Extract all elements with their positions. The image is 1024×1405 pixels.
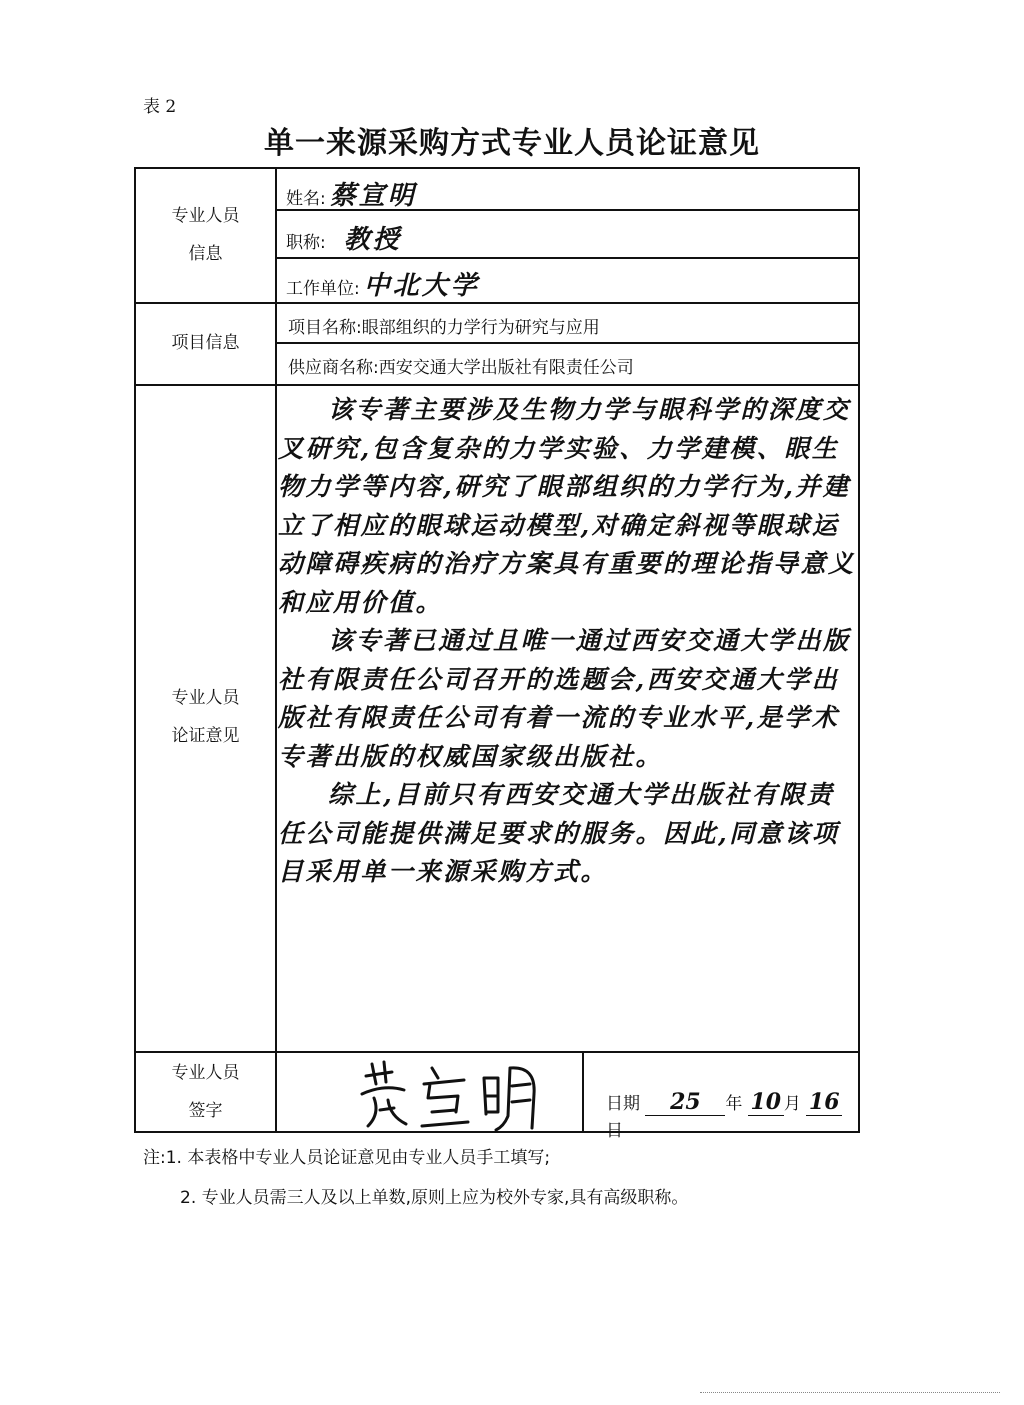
supplier-name: 供应商名称:西安交通大学出版社有限责任公司: [288, 358, 634, 378]
expert-info-label: 专业人员 信息: [171, 206, 240, 264]
column-divider: [275, 169, 277, 1133]
signature-label: 专业人员 签字: [171, 1063, 240, 1121]
date-day: 16: [806, 1089, 842, 1116]
row-divider: [275, 257, 860, 259]
table-label: 表 2: [143, 97, 177, 117]
org-value: 中北大学: [363, 271, 480, 301]
month-unit: 月: [783, 1094, 801, 1114]
project-name: 项目名称:眼部组织的力学行为研究与应用: [288, 318, 600, 338]
year-unit: 年: [725, 1094, 743, 1114]
document-title: 单一来源采购方式专业人员论证意见: [264, 126, 760, 161]
handwritten-signature: [354, 1054, 544, 1134]
section-divider: [136, 1051, 860, 1053]
name-field: [286, 175, 417, 212]
section-divider: [136, 384, 860, 386]
name-label: 姓名:: [286, 189, 326, 209]
org-label: 工作单位:: [286, 279, 360, 299]
opinion-paragraph: 综上,目前只有西安交通大学出版社有限责任公司能提供满足要求的服务。因此,同意该项目采用单一来源采购方式。: [278, 780, 840, 886]
note-1: 注:1. 本表格中专业人员论证意见由专业人员手工填写;: [143, 1148, 551, 1168]
org-field: [286, 265, 480, 302]
note-2: 2. 专业人员需三人及以上单数,原则上应为校外专家,具有高级职称。: [180, 1188, 689, 1208]
title-label: 职称:: [286, 233, 326, 253]
row-divider: [275, 342, 860, 344]
project-info-label: 项目信息: [171, 333, 240, 353]
opinion-paragraph: 该专著已通过且唯一通过西安交通大学出版社有限责任公司召开的选题会,西安交通大学出版社有限责任公司有着一流的专业水平,是学术专著出版的权威国家级出版社。: [278, 626, 851, 771]
scan-artifact: [700, 1392, 1000, 1393]
title-field: [286, 219, 402, 256]
name-value: 蔡宣明: [329, 181, 417, 211]
section-divider: [136, 302, 860, 304]
date-row: [606, 1089, 858, 1141]
form-table: [134, 167, 860, 1141]
date-month: 10: [748, 1089, 784, 1116]
date-year: 25: [645, 1089, 725, 1116]
signature-date-divider: [582, 1051, 584, 1133]
date-label: 日期: [606, 1094, 640, 1114]
day-unit: 日: [606, 1121, 623, 1141]
title-value: 教授: [343, 225, 402, 255]
opinion-paragraph: 该专著主要涉及生物力学与眼科学的深度交叉研究,包含复杂的力学实验、力学建模、眼生物力学等内容,研究了眼部组织的力学行为,并建立了相应的眼球运动模型,对确定斜视等眼球运动障碍疾病的治疗方案具有重要的理论指导意义和应用价值。: [278, 395, 856, 617]
opinion-text: [278, 391, 856, 892]
opinion-label: 专业人员 论证意见: [171, 688, 240, 746]
